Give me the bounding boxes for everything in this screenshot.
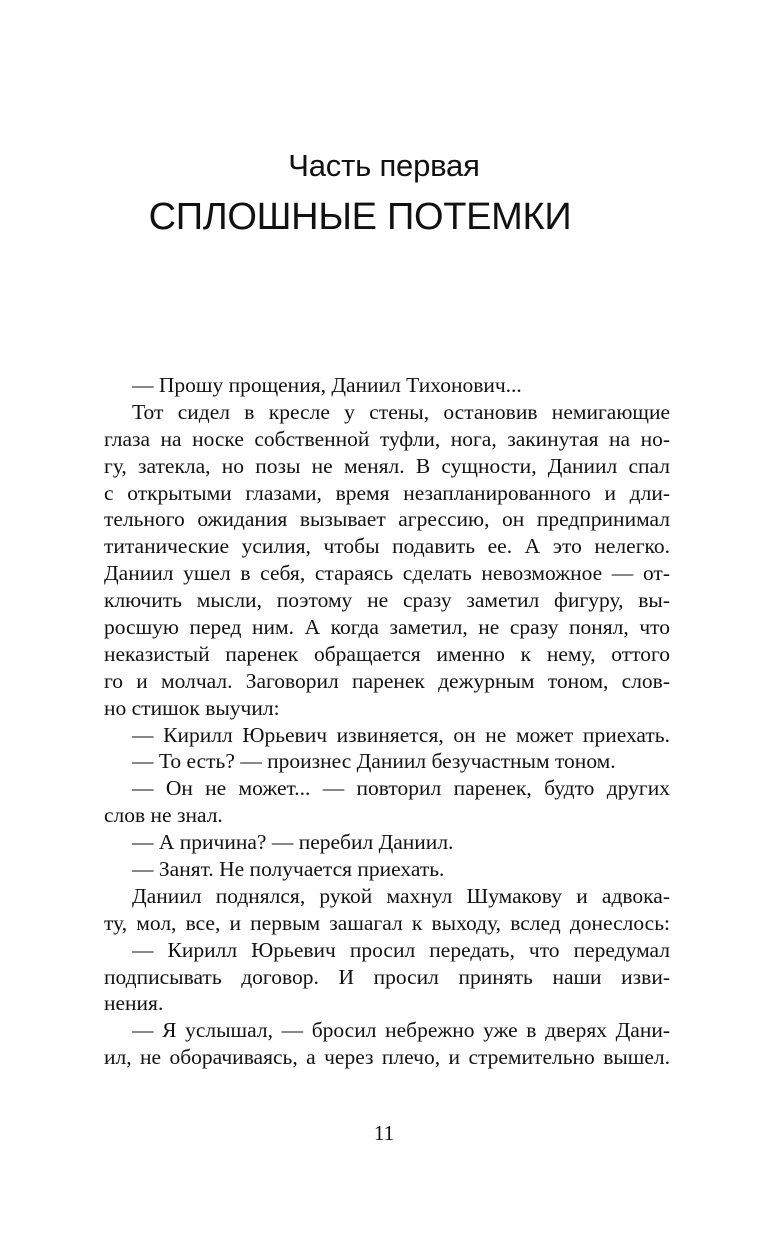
text-line: — Занят. Не получается приехать.	[132, 857, 445, 882]
body-text	[104, 372, 670, 1071]
text-line: тельного ожидания вызывает агрессию, он предпринимал	[104, 507, 670, 532]
text-line: — Кирилл Юрьевич извиняется, он не может приехать.	[132, 722, 670, 747]
text-line: — То есть? — произнес Даниил безучастным тоном.	[132, 749, 616, 774]
text-line: — Я услышал, — бросил небрежно уже в дверях Дани-	[132, 1018, 670, 1043]
text-line: нения.	[104, 991, 164, 1016]
text-line: титанические усилия, чтобы подавить ее. А это нелегко.	[104, 534, 670, 559]
text-line: — Он не может... — повторил паренек, будто других	[132, 776, 670, 801]
text-line: ту, мол, все, и первым зашагал к выходу, вслед донеслось:	[104, 910, 670, 935]
text-line: го и молчал. Заговорил паренек дежурным тоном, слов-	[104, 668, 670, 693]
text-line: подписывать договор. И просил принять наши изви-	[104, 964, 670, 989]
text-line: росшую перед ним. А когда заметил, не сразу понял, что	[104, 615, 670, 640]
text-line: ил, не оборачиваясь, а через плечо, и стремительно вышел.	[104, 1045, 670, 1070]
text-line: неказистый паренек обращается именно к нему, оттого	[104, 641, 670, 666]
chapter-title: СПЛОШНЫЕ ПОТЕМКИ	[148, 196, 572, 238]
text-line: ключить мысли, поэтому не сразу заметил фигуру, вы-	[104, 588, 670, 613]
text-line: с открытыми глазами, время незапланированного и дли-	[104, 480, 670, 505]
text-line: Тот сидел в кресле у стены, остановив немигающие	[132, 399, 670, 424]
text-line: но стишок выучил:	[104, 695, 280, 720]
text-line: слов не знал.	[104, 803, 223, 828]
text-line: гу, затекла, но позы не менял. В сущности, Даниил спал	[104, 453, 670, 478]
part-heading: Часть первая	[288, 148, 480, 183]
text-line: Даниил ушел в себя, стараясь сделать невозможное — от-	[104, 561, 670, 586]
text-line: — Кирилл Юрьевич просил передать, что передумал	[132, 937, 670, 962]
text-line: — Прошу прощения, Даниил Тихонович...	[132, 373, 522, 397]
text-line: Даниил поднялся, рукой махнул Шумакову и адвока-	[132, 883, 670, 908]
text-line: — А причина? — перебил Даниил.	[132, 830, 454, 855]
text-line: глаза на носке собственной туфли, нога, закинутая на но-	[104, 426, 670, 451]
page-number: 11	[373, 1121, 395, 1145]
